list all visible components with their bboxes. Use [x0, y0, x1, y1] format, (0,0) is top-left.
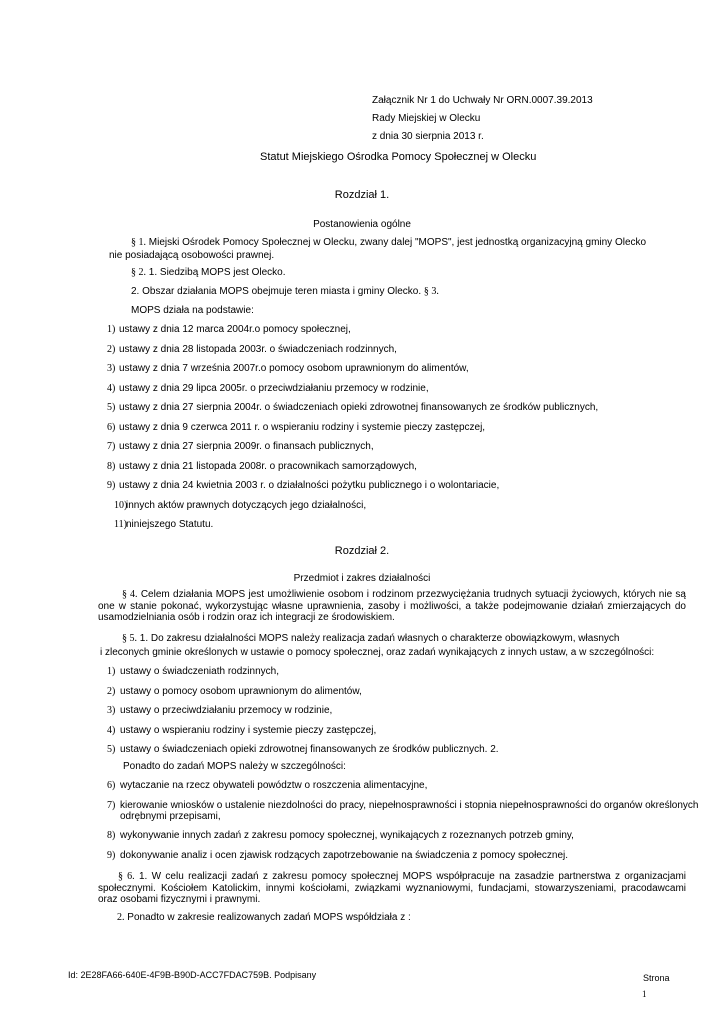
- list-item: [114, 519, 214, 531]
- list-item-text: ustawy o przeciwdziałaniu przemocy w rodzinie,: [120, 705, 333, 716]
- list-item-text: ustawy o wspieraniu rodziny i systemie pieczy zastępczej,: [120, 724, 377, 736]
- list-item-number: 10): [114, 499, 128, 511]
- paragraph-6-point-2: [117, 912, 411, 924]
- list-item: [107, 744, 499, 756]
- chapter-1-subheading: Postanowienia ogólne: [313, 219, 411, 230]
- paragraph-2-text: 1. Siedzibą MOPS jest Olecko.: [148, 267, 286, 278]
- list-item-text: wykonywanie innych zadań z zakresu pomocy społecznej, wynikających z rozeznanych potrzeb gminy,: [120, 830, 574, 841]
- paragraph-4: [98, 589, 686, 624]
- list-item-number: 6): [107, 421, 116, 433]
- paragraph-5-continuation: i zleconych gminie określonych w ustawie o pomocy społecznej, oraz zadań wynikających z innych ustaw, a w szczególności:: [100, 647, 655, 658]
- paragraph-3-text: 2. Obszar działania MOPS obejmuje teren miasta i gminy Olecko.: [131, 286, 422, 297]
- section-2-sign: § 2.: [131, 267, 146, 278]
- section-6-sign: § 6.: [118, 871, 135, 882]
- resolution-date: z dnia 30 sierpnia 2013 r.: [372, 131, 484, 142]
- list-item-number: 3): [107, 705, 116, 716]
- list-item: [107, 705, 333, 717]
- list-item-number: 11): [114, 519, 127, 530]
- list-item-text: ustawy z dnia 28 listopada 2003r. o świadczeniach rodzinnych,: [119, 343, 397, 355]
- list-item: [107, 480, 500, 492]
- section-1-sign: § 1.: [131, 237, 146, 248]
- list-item-number: 4): [107, 724, 116, 736]
- list-item-number: 1): [107, 324, 116, 335]
- chapter-1-heading: Rozdział 1.: [334, 189, 390, 201]
- section-5-sign: § 5.: [122, 633, 137, 644]
- list-item: [107, 441, 374, 453]
- list-item-text: ustawy z dnia 9 czerwca 2011 r. o wspieraniu rodziny i systemie pieczy zastępczej,: [119, 421, 486, 433]
- basis-intro: MOPS działa na podstawie:: [131, 305, 254, 316]
- list-item-text: ustawy z dnia 21 listopada 2008r. o pracownikach samorządowych,: [119, 460, 417, 472]
- list-item-number: 9): [107, 480, 116, 491]
- list-item-text: kierowanie wniosków o ustalenie niezdolności do pracy, niepełnosprawności i stopnia niepełnosprawności do organów określonych: [120, 799, 699, 811]
- list-item-continuation: odrębnymi przepisami,: [120, 810, 221, 822]
- paragraph-6-text: 1. W celu realizacji zadań z zakresu pomocy społecznej MOPS współpracuje na zasadzie partnerstwa z organizacjami społecznymi. Kościołem Katolickim, innymi kościołami, związkami wyznaniowymi, fundacjami, stowarzyszeniami, pracodawcami oraz osobami fizycznymi i prawnymi.: [98, 871, 687, 905]
- list-item-text: wytaczanie na rzecz obywateli powództw o roszczenia alimentacyjne,: [120, 780, 428, 791]
- chapter-2-subheading: Przedmiot i zakres działalności: [293, 573, 431, 584]
- paragraph-3: [131, 286, 439, 298]
- list-item-text: ustawy z dnia 27 sierpnia 2009r. o finansach publicznych,: [119, 441, 374, 452]
- list-item: [107, 724, 377, 737]
- list-item-text: dokonywanie analiz i ocen zjawisk rodzących zapotrzebowanie na świadczenia z pomocy społecznej.: [120, 849, 569, 861]
- list-item: [107, 382, 429, 395]
- document-title: Statut Miejskiego Ośrodka Pomocy Społecznej w Olecku: [260, 151, 537, 163]
- section-3-sign: § 3.: [423, 286, 439, 297]
- list-item-number: 6): [107, 780, 116, 791]
- list-item-text: ustawy z dnia 27 sierpnia 2004r. o świadczeniach opieki zdrowotnej finansowanych ze środków publicznych,: [119, 402, 599, 413]
- list-item-number: 7): [107, 799, 116, 811]
- list-item-text: ustawy z dnia 24 kwietnia 2003 r. o działalności pożytku publicznego i o wolontariacie,: [119, 480, 500, 491]
- list-item: [107, 780, 428, 792]
- list-item-text: ustawy o pomocy osobom uprawnionym do alimentów,: [120, 685, 362, 697]
- list-item: [107, 402, 599, 414]
- list-item-text: niniejszego Statutu.: [126, 519, 214, 530]
- page-number: 1: [642, 989, 647, 999]
- list-item: [107, 324, 351, 336]
- paragraph-5-text: 1. Do zakresu działalności MOPS należy realizacja zadań własnych o charakterze obowiązkowym, własnych: [139, 633, 620, 644]
- list-item: [107, 343, 397, 356]
- list-item-number: 5): [107, 744, 116, 755]
- paragraph-5: [122, 633, 619, 645]
- list-item: [107, 666, 279, 678]
- list-item-text: ustawy z dnia 29 lipca 2005r. o przeciwdziałaniu przemocy w rodzinie,: [119, 382, 429, 394]
- paragraph-6: [98, 871, 686, 906]
- list-item-text: ustawy z dnia 7 września 2007r.o pomocy osobom uprawnionym do alimentów,: [119, 363, 469, 374]
- list-item: [107, 849, 569, 862]
- list-item-number: 8): [107, 460, 116, 472]
- list-item: [107, 460, 417, 473]
- list-item: [107, 799, 699, 812]
- list-item: [107, 830, 574, 842]
- list-item-text: innych aktów prawnych dotyczących jego działalności,: [126, 499, 367, 511]
- list-item-number: 1): [107, 666, 116, 677]
- paragraph-1-continuation: nie posiadającą osobowości prawnej.: [109, 250, 275, 261]
- council-name: Rady Miejskiej w Olecku: [372, 113, 481, 124]
- list-item-number: 9): [107, 849, 116, 861]
- list-item-number: 4): [107, 382, 116, 394]
- list-item: [114, 499, 367, 512]
- list-item: [107, 363, 469, 375]
- list-item: [107, 421, 486, 434]
- paragraph-1-text: Miejski Ośrodek Pomocy Społecznej w Olecku, zwany dalej "MOPS", jest jednostką organizacyjną gminy Olecko: [148, 237, 647, 248]
- additional-tasks-intro: Ponadto do zadań MOPS należy w szczególności:: [123, 761, 346, 772]
- list-item-text: ustawy o świadczeniath rodzinnych,: [120, 666, 279, 677]
- list-item-text: ustawy o świadczeniach opieki zdrowotnej finansowanych ze środków publicznych. 2.: [120, 744, 499, 755]
- point-2-text: Ponadto w zakresie realizowanych zadań MOPS współdziała z :: [127, 912, 411, 923]
- page-label: Strona: [643, 973, 670, 983]
- list-item-text: ustawy z dnia 12 marca 2004r.o pomocy społecznej,: [119, 324, 351, 335]
- attachment-header: Załącznik Nr 1 do Uchwały Nr ORN.0007.39.2013: [372, 95, 593, 106]
- paragraph-2: [131, 267, 286, 279]
- list-item-number: 2): [107, 685, 116, 697]
- document-id-footer: Id: 2E28FA66-640E-4F9B-B90D-ACC7FDAC759B. Podpisany: [68, 970, 317, 980]
- section-4-sign: § 4.: [122, 589, 138, 600]
- list-item-number: 5): [107, 402, 116, 413]
- list-item-number: 2): [107, 343, 116, 355]
- list-item-number: 8): [107, 830, 116, 841]
- list-item: [107, 685, 362, 698]
- paragraph-4-text: Celem działania MOPS jest umożliwienie osobom i rodzinom przezwyciężania trudnych sytuacji życiowych, których nie są one w stanie pokonać, wykorzystując własne uprawnienia, zasoby i możliwości, a także podejmowanie działań zmierzających do usamodzielniania osób i rodzin oraz ich integracji ze środowiskiem.: [98, 589, 686, 623]
- list-item-number: 3): [107, 363, 116, 374]
- list-item-number: 7): [107, 441, 116, 452]
- chapter-2-heading: Rozdział 2.: [334, 545, 390, 557]
- point-2-number: 2.: [117, 912, 125, 923]
- paragraph-1: [131, 237, 646, 249]
